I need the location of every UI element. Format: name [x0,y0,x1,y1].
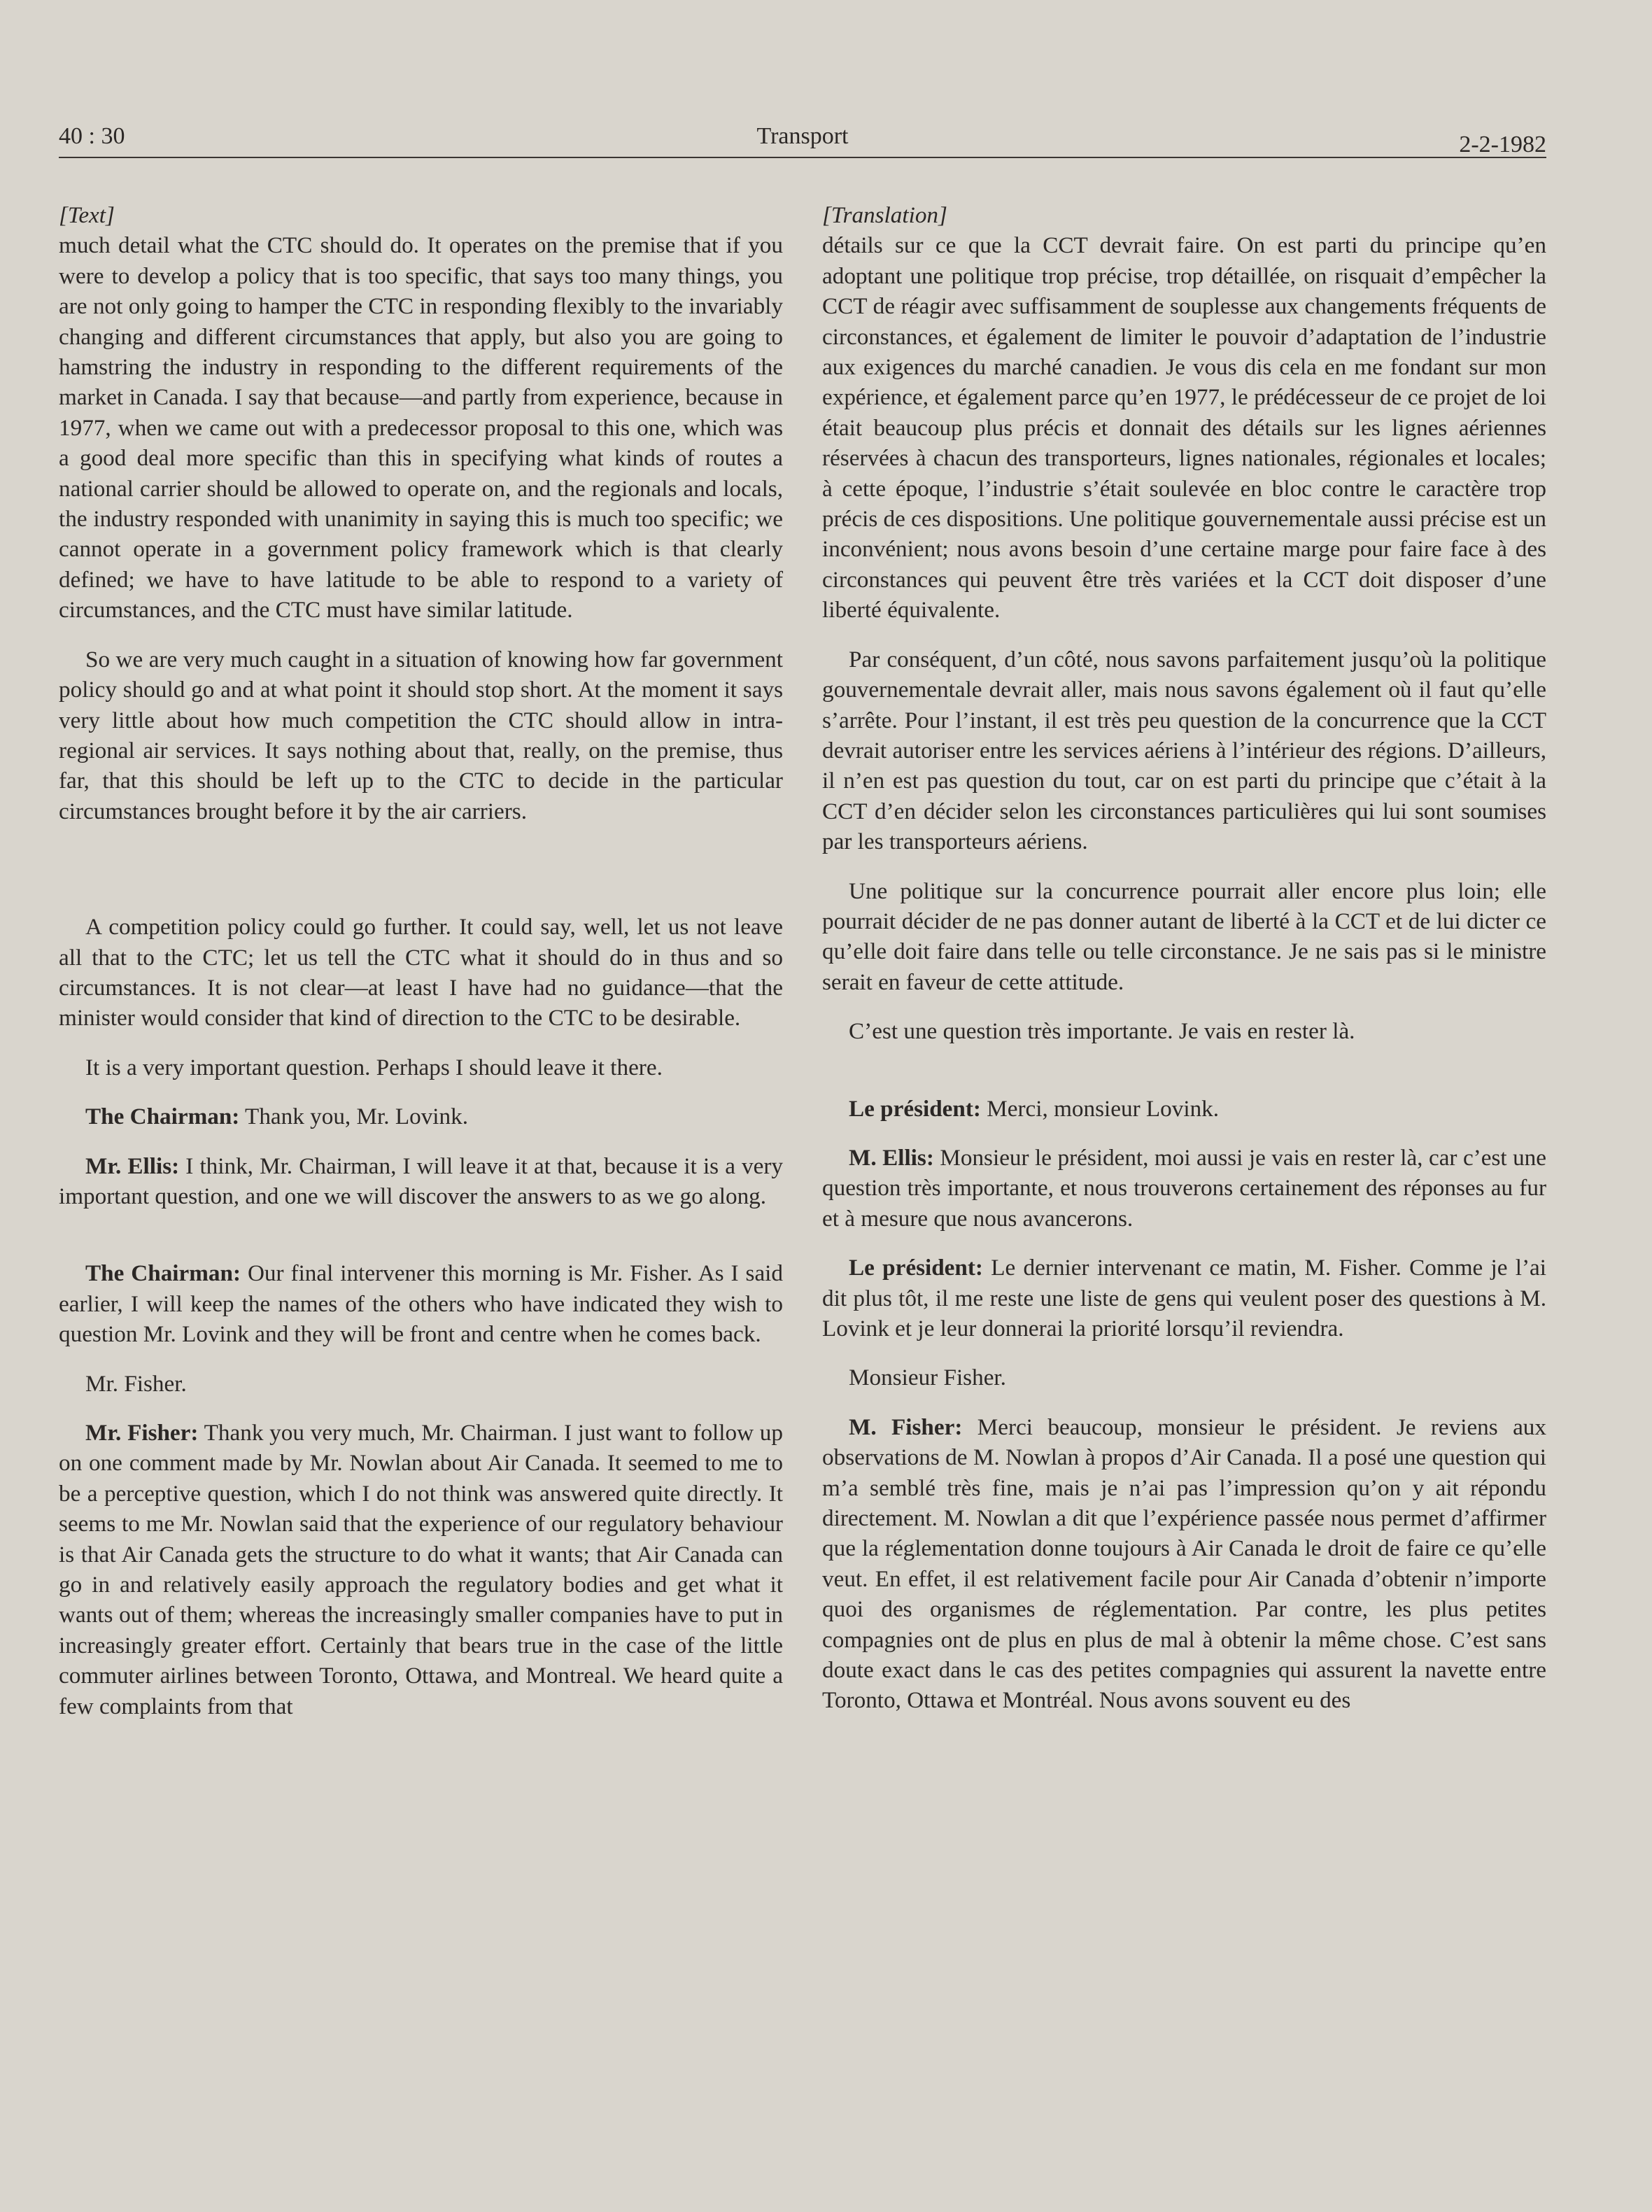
paragraph [822,230,1546,625]
paragraph-text: much detail what the CTC should do. It operates on the premise that if you were to develop a policy that is too specific, that says too many things, you are not only going to hamper the CTC in responding flexibly to the invariably changing and different circumstances that apply, but also you are going to hamstring the industry in responding to the different requirements of the market in Canada. I say that because—and partly from experience, because in 1977, when we came out with a predecessor proposal to this one, which was a good deal more specific than this in specifying what kinds of routes a national carrier should be allowed to operate on, and the regionals and locals, the industry responded with unanimity in saying this is much too specific; we cannot operate in a government policy framework which is that clearly defined; we have to have latitude to be able to respond to a variety of circumstances, and the CTC must have similar latitude. [59,232,783,624]
paragraph-text: Merci, monsieur Lovink. [987,1095,1220,1122]
paragraph-text: Thank you very much, Mr. Chairman. I just want to follow up on one comment made by Mr. Nowlan about Air Canada. It seemed to me to be a perceptive question, which I do not think was answered quite directly. It seems to me Mr. Nowlan said that the experience of our regulatory behaviour is that Air Canada gets the structure to do what it wants; that Air Canada can go in and relatively easily approach the regulatory bodies and get what it wants out of them; whereas the increasingly smaller companies have to put in increasingly greater effort. Certainly that bears true in the case of the little commuter airlines between Toronto, Ottawa, and Montreal. We heard quite a few complaints from that [59,1420,783,1719]
header-date: 2-2-1982 [1459,132,1546,157]
spacer [59,845,783,912]
paragraph-text: C’est une question très importante. Je vais en rester là. [849,1018,1355,1045]
paragraph [822,1143,1546,1234]
speaker-name: Mr. Fisher: [85,1420,199,1446]
paragraph-text: Thank you, Mr. Lovink. [245,1104,468,1130]
paragraph [822,1016,1546,1046]
paragraph [822,1253,1546,1344]
running-title: Transport [756,123,849,149]
paragraph [59,1258,783,1349]
column-label: [Text] [59,202,115,228]
page-number: 40 : 30 [59,123,125,149]
paragraph-text: Merci beaucoup, monsieur le président. Je reviens aux observations de M. Nowlan à propos d’Air Canada. Il a posé une question qui m’a semblé très fine, mais je n’ai pas l’impression qu’on y ait répondu directement. M. Nowlan a dit que l’expérience passée nous permet d’affirmer que la réglementation donne toujours à Air Canada le droit de faire ce qu’elle veut. En effet, il est relativement facile pour Air Canada d’obtenir n’importe quoi des organismes de réglementation. Par contre, les plus petites compagnies ont de plus en plus de mal à obtenir la même chose. C’est sans doute exact dans le cas des petites compagnies qui assurent la navette entre Toronto, Ottawa et Montréal. Nous avons souvent eu des [822,1414,1546,1714]
paragraph-text: A competition policy could go further. It could say, well, let us not leave all that to the CTC; let us tell the CTC what it should do in thus and so circumstances. It is not clear—at least I have had no guidance—that the minister would consider that kind of direction to the CTC to be desirable. [59,914,783,1031]
paragraph-text: Une politique sur la concurrence pourrait aller encore plus loin; elle pourrait décider de ne pas donner autant de liberté à la CCT et de lui dicter ce qu’elle doit faire dans telle ou telle circonstance. Je ne sais pas si le ministre serait en faveur de cette attitude. [822,878,1546,995]
speaker-name: M. Fisher: [849,1414,963,1440]
paragraph-text: détails sur ce que la CCT devrait faire. On est parti du principe qu’en adoptant une politique trop précise, trop détaillée, on risquait d’empêcher la CCT de réagir avec suffisamment de souplesse aux changements fréquents de circonstances, et également de limiter le pouvoir d’adaptation de l’industrie aux exigences du marché canadien. Je vous dis cela en me fondant sur mon expérience, et également parce qu’en 1977, le prédécesseur de ce projet de loi était beaucoup plus précis et donnait des détails sur les lignes aériennes réservées à chacun des transporteurs, lignes nationales, régionales et locales; à cette époque, l’industrie s’était soulevée en bloc contre le caractère trop précis de ces dispositions. Une politique gouvernementale aussi précise est un inconvénient; nous avons besoin d’une certaine marge pour faire face à des circonstances qui peuvent être très variées et la CCT doit disposer d’une liberté équivalente. [822,232,1547,624]
paragraph-text: Our final intervener this morning is Mr. Fisher. As I said earlier, I will keep the names of the others who have indicated they wish to question Mr. Lovink and they will be front and centre when he comes back. [59,1260,783,1348]
speaker-name: M. Ellis: [849,1144,934,1171]
speaker-name: The Chairman: [85,1104,240,1130]
speaker-name: Le président: [849,1095,981,1122]
paragraph [822,1412,1546,1716]
paragraph [822,876,1546,998]
paragraph-text: Le dernier intervenant ce matin, M. Fisher. Comme je l’ai dit plus tôt, il me reste une liste de gens qui veulent poser des questions à M. Lovink et je leur donnerai la priorité lorsqu’il reviendra. [822,1255,1547,1341]
column-label: [Translation] [822,202,947,228]
paragraph [59,1101,783,1132]
spacer [822,1066,1546,1094]
speaker-name: The Chairman: [85,1260,241,1287]
paragraph-text: Par conséquent, d’un côté, nous savons parfaitement jusqu’où la politique gouvernementale devrait aller, mais nous savons également où il faut qu’elle s’arrête. Pour l’instant, il est très peu question de la concurrence que la CCT devrait autoriser entre les services aériens à l’intérieur des régions. D’ailleurs, il n’en est pas question du tout, car on est parti du principe que c’était à la CCT d’en décider selon les circonstances particulières qui lui sont soumises par les transporteurs aériens. [822,646,1546,855]
paragraph [59,1052,783,1083]
page-header [59,119,1546,158]
paragraph [59,1151,783,1212]
spacer [59,1230,783,1258]
paragraph-text: Monsieur Fisher. [849,1365,1006,1391]
paragraph [59,644,783,826]
speaker-name: Mr. Ellis: [85,1153,180,1179]
paragraph [59,1369,783,1399]
speaker-name: Le président: [849,1255,983,1281]
paragraph [822,1362,1546,1393]
paragraph-text: So we are very much caught in a situation of knowing how far government policy should go and at what point it should stop short. At the moment it says very little about how much competition the CTC should allow in intra-regional air services. It says nothing about that, really, on the premise, thus far, that this should be left up to the CTC to decide in the particular circumstances brought before it by the air carriers. [59,646,783,824]
paragraph [822,644,1546,857]
paragraph [59,1418,783,1721]
paragraph [59,230,783,625]
paragraph [822,1094,1546,1124]
paragraph-text: Monsieur le président, moi aussi je vais en rester là, car c’est une question très importante, et nous trouverons certainement des réponses au fur et à mesure que nous avancerons. [822,1144,1546,1232]
paragraph-text: I think, Mr. Chairman, I will leave it at that, because it is a very important question, and one we will discover the answers to as we go along. [59,1153,784,1209]
paragraph-text: Mr. Fisher. [85,1370,187,1397]
paragraph-text: It is a very important question. Perhaps I should leave it there. [85,1054,663,1080]
english-column [59,196,783,1740]
paragraph [59,912,783,1034]
french-column [822,196,1546,1735]
